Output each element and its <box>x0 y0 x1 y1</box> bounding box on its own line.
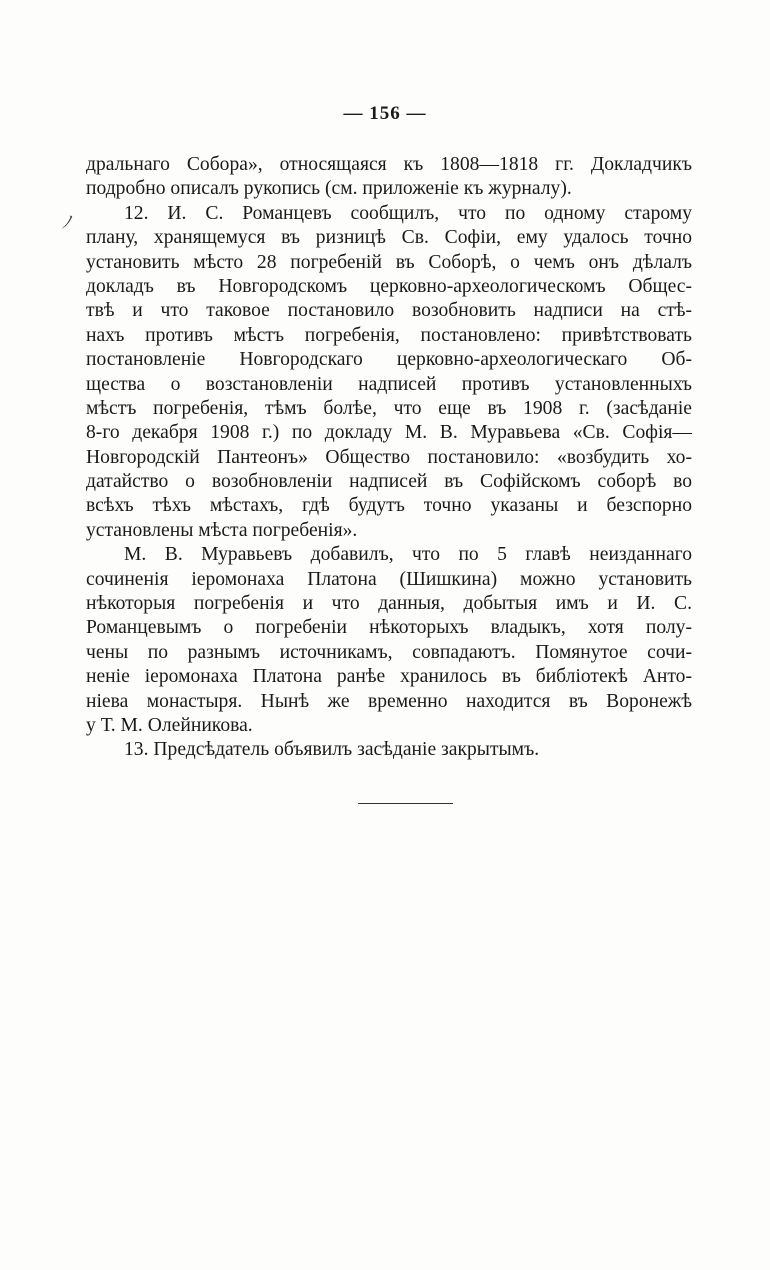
paragraph-13: 13. Предсѣдатель объявилъ засѣданіе закрытымъ. <box>124 739 540 761</box>
text-line: щества о возстановленіи надписей противъ установленныхъ <box>86 373 692 395</box>
text-line: нѣкоторыя погребенія и что данныя, добытыя имъ и И. С. <box>86 593 692 615</box>
paragraph-muravyev-start: М. В. Муравьевъ добавилъ, что по 5 главѣ неизданнаго <box>124 544 692 566</box>
margin-mark: ﾉ <box>62 213 71 232</box>
section-divider <box>358 803 453 804</box>
text-line: сочиненія іеромонаха Платона (Шишкина) можно установить <box>86 568 692 590</box>
text-line: докладъ въ Новгородскомъ церковно-археологическомъ Общес- <box>86 275 692 297</box>
text-line: постановленіе Новгородскаго церковно-археологическаго Об- <box>86 349 692 371</box>
text-line: дральнаго Собора», относящаяся къ 1808—1818 гг. Докладчикъ <box>86 154 692 175</box>
text-line: чены по разнымъ источникамъ, совпадаютъ. Помянутое сочи- <box>86 641 692 663</box>
text-line: нахъ противъ мѣстъ погребенія, постановлено: привѣтствовать <box>86 324 692 346</box>
text-line: всѣхъ тѣхъ мѣстахъ, гдѣ будутъ точно указаны и безспорно <box>86 495 692 517</box>
text-line: датайство о возобновленіи надписей въ Софійскомъ соборѣ во <box>86 471 692 493</box>
text-line: у Т. М. Олейникова. <box>86 714 253 736</box>
text-line: установлены мѣста погребенія». <box>86 519 358 541</box>
text-line: плану, хранящемуся въ ризницѣ Св. Софіи, ему удалось точно <box>86 227 692 249</box>
text-line: 8-го декабря 1908 г.) по докладу М. В. Муравьева «Св. Софія— <box>86 422 692 444</box>
text-line: твѣ и что таковое постановило возобновить надписи на стѣ- <box>86 300 692 322</box>
body-text <box>86 153 692 763</box>
text-line: неніе іеромонаха Платона ранѣе хранилось въ библіотекѣ Анто- <box>86 666 692 688</box>
text-line: подробно описалъ рукопись (см. приложеніе къ журналу). <box>86 178 572 200</box>
text-line: Романцевымъ о погребеніи нѣкоторыхъ владыкъ, хотя полу- <box>86 617 692 639</box>
page-number: — 156 — <box>343 103 427 124</box>
paragraph-12-start: 12. И. С. Романцевъ сообщилъ, что по одному старому <box>124 202 692 224</box>
text-line: Новгородскій Пантеонъ» Общество постановило: «возбудить хо- <box>86 446 692 468</box>
text-line: ніева монастыря. Нынѣ же временно находится въ Воронежѣ <box>86 690 692 712</box>
text-line: установить мѣсто 28 погребеній въ Соборѣ, о чемъ онъ дѣлалъ <box>86 251 692 273</box>
text-line: мѣстъ погребенія, тѣмъ болѣе, что еще въ 1908 г. (засѣданіе <box>86 397 692 419</box>
